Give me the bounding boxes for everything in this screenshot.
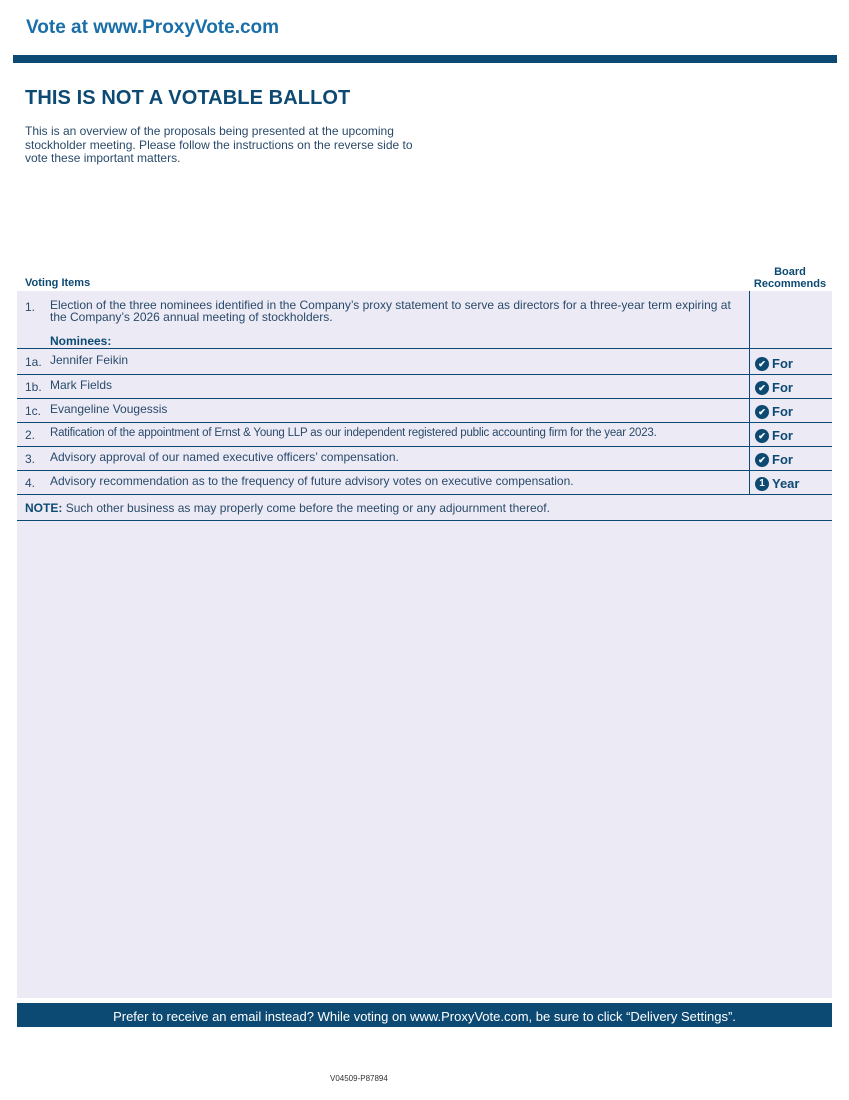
item-number: 1a. (25, 355, 42, 369)
email-delivery-banner: Prefer to receive an email instead? While voting on www.ProxyVote.com, be sure to click “Delivery Settings”. (17, 1003, 832, 1027)
recommendation-value: Year (772, 476, 800, 492)
item-number: 4. (25, 476, 36, 490)
table-row (17, 447, 832, 471)
number-one-circle-icon: 1 (755, 477, 769, 491)
check-circle-icon: ✔ (755, 405, 769, 419)
item-text: Evangeline Vougessis (50, 402, 168, 416)
board-recommends-header: Board Recommends (753, 266, 827, 290)
item-text: Advisory recommendation as to the frequency of future advisory votes on executive compensation. (50, 474, 574, 488)
table-row (17, 399, 832, 423)
note-text (25, 501, 550, 515)
recommendation-value: For (772, 428, 793, 444)
item-number: 2. (25, 428, 36, 442)
recommendation-value: For (772, 380, 793, 396)
item-number: 3. (25, 452, 36, 466)
item-number: 1. (25, 300, 36, 314)
table-row (17, 349, 832, 375)
recommendation-value: For (772, 356, 793, 372)
recommendation-value: For (772, 452, 793, 468)
item-text: Ratification of the appointment of Ernst & Young LLP as our independent registered public accounting firm for the year 2023. (50, 427, 657, 439)
check-circle-icon: ✔ (755, 381, 769, 395)
recommendation-cell (749, 471, 799, 494)
check-circle-icon: ✔ (755, 453, 769, 467)
table-row (17, 375, 832, 399)
recommendation-cell (749, 447, 793, 470)
recommendation-cell (749, 291, 750, 348)
item-text: Advisory approval of our named executive officers’ compensation. (50, 450, 399, 464)
item-number: 1b. (25, 380, 42, 394)
note-label: NOTE: (25, 501, 63, 515)
recommendation-cell (749, 375, 793, 398)
nominees-label: Nominees: (50, 334, 112, 348)
proxyvote-link[interactable]: Vote at www.ProxyVote.com (26, 17, 280, 38)
table-row (17, 471, 832, 495)
recommendation-cell (749, 399, 793, 422)
recommendation-cell (749, 423, 793, 446)
recommendation-cell (749, 349, 793, 374)
note-row (17, 495, 832, 521)
note-body: Such other business as may properly come before the meeting or any adjournment thereof. (65, 501, 550, 515)
item-number: 1c. (25, 404, 42, 418)
table-row (17, 423, 832, 447)
page-title: THIS IS NOT A VOTABLE BALLOT (25, 87, 351, 109)
recommendation-value: For (772, 404, 793, 420)
item-text: Mark Fields (50, 378, 113, 392)
check-circle-icon: ✔ (755, 429, 769, 443)
document-code: V04509-P87894 (330, 1074, 388, 1083)
item-text: Jennifer Feikin (50, 353, 129, 367)
voting-items-header: Voting Items (25, 277, 91, 289)
intro-text: This is an overview of the proposals being presented at the upcoming stockholder meeting. Please follow the instructions on the reverse side to vote these important matters. (25, 124, 413, 165)
check-circle-icon: ✔ (755, 357, 769, 371)
item-text: Election of the three nominees identified in the Company’s proxy statement to serve as directors for a three-year term expiring at the Company’s 2026 annual meeting of stockholders. (50, 298, 731, 324)
header-rule (13, 55, 837, 63)
item-1-row (17, 291, 832, 349)
